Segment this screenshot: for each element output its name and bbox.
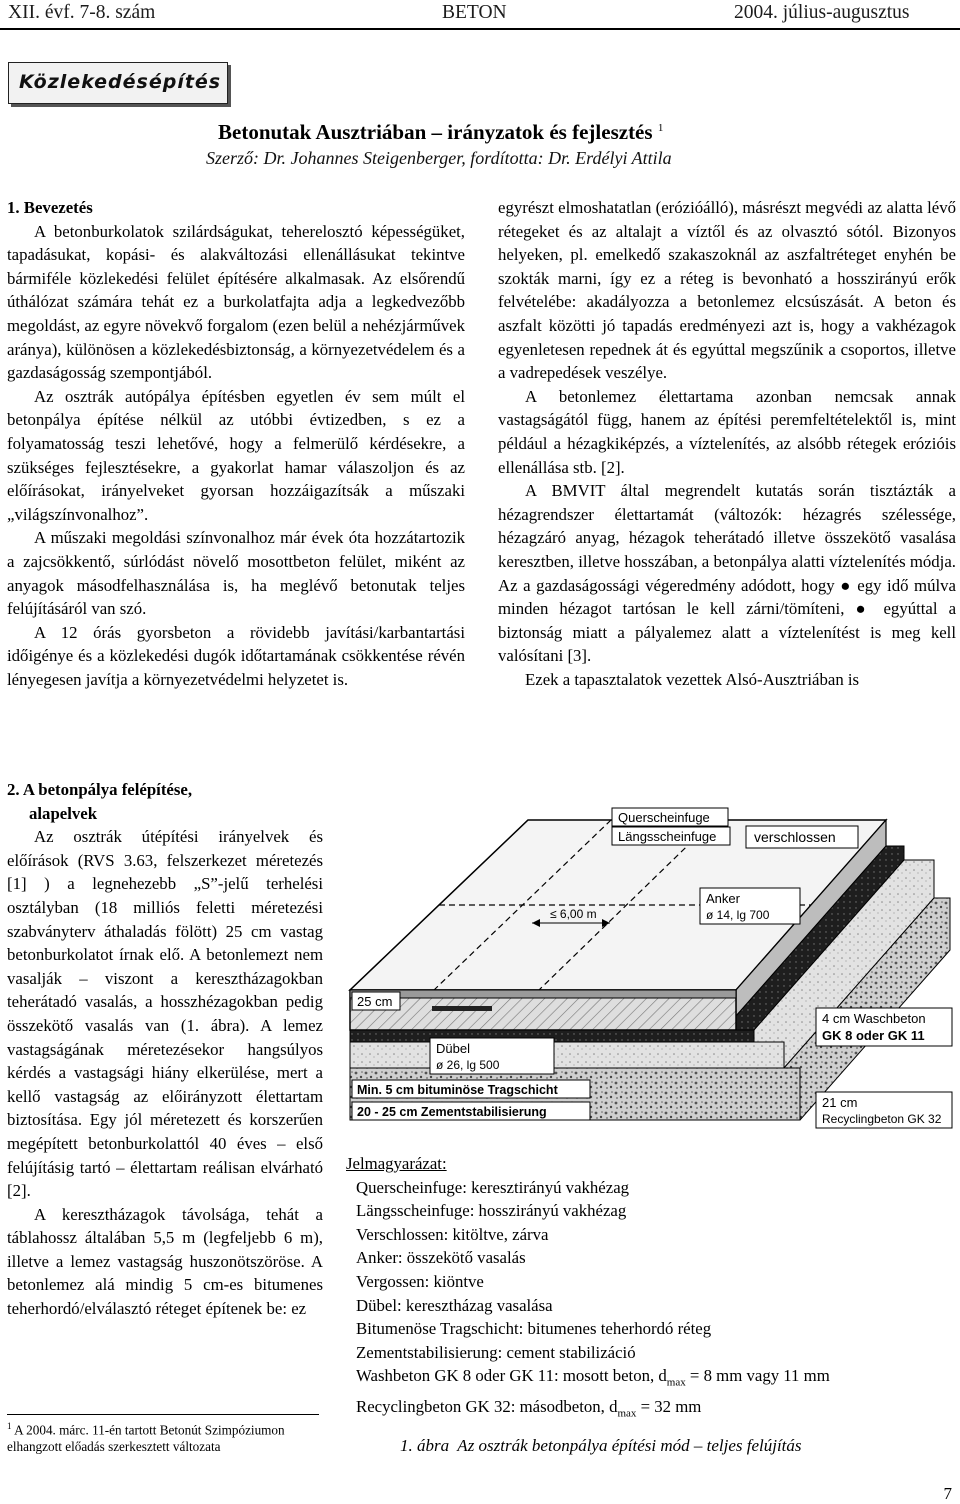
label-text: Recyclingbeton GK 32: [822, 1112, 942, 1126]
section-tag-box: [8, 62, 228, 104]
dowel-bar: [432, 1006, 492, 1011]
label-verschlossen: [746, 826, 858, 848]
paragraph: Ezek a tapasztalatok vezettek Alsó-Ausztriában is: [525, 669, 860, 689]
paragraph-part: A BMVIT által megrendelt kutatás során tisztázták a hézagrendszer élettartamát (változók: hézagrés szélessége, hézagzáró anyag, hézagok teherátadó illetve összekötő vasalása keresztben, illetve hosszában, a betonpálya alatti víztelenítés módja. Az a gazdaságossági végeredmény adódott, hogy: [498, 481, 956, 595]
legend-list: [346, 1176, 958, 1427]
paragraph: A 12 órás gyorsbeton a rövidebb javítási/karbantartási időigénye és a közlekedési dugók időtartamának csökkentése révén lényegesen javítja a környezetvédelmi helyzetet is.: [7, 622, 465, 689]
header-date: 2004. július-augusztus: [734, 2, 910, 23]
article-title-text: Betonutak Ausztriában – irányzatok és fejlesztés: [218, 120, 653, 144]
footnote: [7, 1418, 337, 1455]
figure-caption: 1. ábra Az osztrák betonpálya építési mód – teljes felújítás: [400, 1436, 802, 1455]
legend-item: Längsscheinfuge: hosszirányú vakhézag: [356, 1201, 627, 1221]
legend-sub: max: [666, 1376, 686, 1389]
label-text: Dübel: [436, 1041, 470, 1056]
legend-item: Zementstabilisierung: cement stabilizáció: [356, 1342, 636, 1362]
article-title: [218, 120, 663, 145]
running-header: [0, 0, 960, 32]
label-bitumen: [352, 1080, 590, 1098]
heading-introduction: 1. Bevezetés: [7, 198, 93, 217]
label-text: 21 cm: [822, 1095, 858, 1110]
footnote-text: A 2004. márc. 11-én tartott Betonút Szimpóziumon elhangzott előadás szerkesztett változata: [7, 1422, 285, 1455]
paragraph-part: egy idő múlva minden hézagot tartósan le kell zárni/tömíteni,: [498, 575, 956, 619]
paragraph: A betonburkolatok szilárdságukat, teherelosztó képességüket, tapadásukat, kopási- és alakváltozási ellenállásukat tekintve bármiféle közlekedési felület építésére alkalmasak. Az elsőrendű úthálózat számára tehát ez a burkolatfajta adja a legkedvezőbb megoldást, az egyre növekvő forgalom (ezen belül a nehézjárművek aránya), különösen a közlekedésbiztonság, a környezetvédelem és a gazdaságosság szempontjából.: [7, 221, 465, 383]
label-waschbeton: [816, 1008, 952, 1046]
legend-sub: max: [617, 1407, 637, 1420]
label-querscheinfuge: [612, 808, 728, 826]
label-anker: [700, 888, 800, 924]
label-zement: [352, 1102, 590, 1120]
legend-item: Verschlossen: kitöltve, zárva: [356, 1224, 549, 1244]
legend-text: = 32 mm: [636, 1397, 702, 1417]
page-number: 7: [943, 1484, 952, 1503]
paragraph: egyrészt elmoshatatlan (erózióálló), másrészt megvédi az alatta lévő rétegeket és az altalajt a víztől és az olvasztó sótól. Bizonyos helyeken, pl. emelkedő szakaszoknál az aszfaltréteget enyhén be szokták marni, így ez a réteg is bevonható a hosszirányú erők felvételébe: akadályozza a betonlemez elcsúszását. A beton és aszfalt közötti jó tapadás eredményezi azt is, hogy a vakhézagok egyenletesen repednek át és egyúttal megszűnik a csoportos, illetve a vadrepedések veszélye.: [498, 198, 956, 383]
left-column-lower: [7, 778, 323, 1321]
paragraph: A műszaki megoldási színvonalhoz már évek óta hozzátartozik a zajcsökkentő, súrlódást növelő mosottbeton felület, miként az anyagok másodfelhasználása is, ha meglévő betonutak teljes felújításáról van szó.: [7, 528, 465, 619]
label-text: 20 - 25 cm Zementstabilisierung: [357, 1105, 547, 1119]
paragraph: [498, 479, 956, 668]
paragraph: A betonlemez élettartama azonban nemcsak annak vastagságától függ, hanem az építési peremfeltételektől is, mint például a hézagkiképzés, a víztelenítés, az alsóbb rétegek erózióis ellenállása stb. [2].: [498, 386, 956, 477]
label-text: ø 14, lg 700: [706, 908, 770, 922]
cement-layer-front: [350, 1042, 784, 1068]
legend-item: [356, 1395, 958, 1426]
label-thickness: [352, 992, 400, 1010]
legend-item: Dübel: keresztházag vasalása: [356, 1295, 553, 1315]
legend-text: Washbeton GK 8 oder GK 11: mosott beton, d: [356, 1366, 667, 1386]
title-footnote-ref: 1: [657, 122, 664, 134]
header-rule: [0, 28, 960, 30]
legend-item: Querscheinfuge: keresztirányú vakhézag: [356, 1177, 630, 1197]
label-spacing: ≤ 6,00 m: [550, 907, 597, 921]
label-text: 4 cm Waschbeton: [822, 1011, 926, 1026]
heading-structure: [7, 778, 323, 825]
paragraph: Az osztrák útépítési irányelvek és előírások (RVS 3.63, felszerkezet méretezés [1] ) a legnehezebb „S”-jelű terhelési osztályban (18 milliós feletti méretezési szabványterv áthaladás fölött) 25 cm vastag betonburkolatot írnak elő. A betonlemezt nem vasalják – viszont a keresztházagokban teherátadó vasalás, a hosszhézagokban pedig összekötő vasalás van (1. ábra). A lemez vastagságának méretezésekor hangsúlyos kérdés a vastagsági hiány elkerülése, mert a kellő vastagság az előirányzott élettartam biztosítása. Egy jól méretezett és korszerűen megépített betonburkolattól 40 éves – első felújításig tartó – élettartam reálisan elvárható [2].: [7, 827, 323, 1201]
label-text: Min. 5 cm bituminöse Tragschicht: [357, 1083, 558, 1097]
label-text: Querscheinfuge: [618, 810, 710, 825]
label-recycling: [816, 1092, 952, 1128]
header-volume: XII. évf. 7-8. szám: [8, 2, 156, 23]
right-column: [498, 196, 956, 691]
label-laengsscheinfuge: [612, 827, 730, 845]
section-tag-label: Közlekedésépítés: [19, 71, 222, 93]
paragraph-part: egyúttal a biztonság miatt a pályalemez alatt a víztelenítést is meg kell valósítani [3].: [498, 599, 957, 666]
label-text: 25 cm: [357, 994, 393, 1009]
heading-structure-line1: 2. A betonpálya felépítése,: [7, 780, 193, 799]
left-column-upper: [7, 196, 465, 691]
heading-structure-line2: alapelvek: [29, 803, 98, 823]
article-author: Szerző: Dr. Johannes Steigenberger, fordította: Dr. Erdélyi Attila: [206, 148, 672, 168]
legend-item: Bitumenöse Tragschicht: bitumenes teherhordó réteg: [356, 1319, 712, 1339]
label-text: Anker: [706, 891, 740, 906]
label-text: ø 26, lg 500: [436, 1058, 500, 1072]
paragraph: Az osztrák autópálya építésben egyetlen év sem múlt el betonpálya építése nélkül az utóbbi évtizedben, s ez a folyamatosság teszi lehetővé, hogy a felmerülő kérdésekre, a szükséges fejlesztésekre, a gyakorlat hamar válaszoljon és az előírásokat, irányelveket gyorsan hozzáigazítsák a műszaki „világszínvonalhoz”.: [7, 386, 465, 524]
label-duebel: [430, 1038, 554, 1074]
footnote-rule: [7, 1414, 319, 1415]
legend-title: Jelmagyarázat:: [346, 1154, 447, 1173]
legend-text: = 8 mm vagy 11 mm: [685, 1366, 830, 1386]
label-text: verschlossen: [754, 829, 836, 845]
bullet-icon: ●: [840, 575, 852, 595]
bullet-icon: ●: [855, 599, 873, 619]
legend-text: Recyclingbeton GK 32: másodbeton, d: [356, 1397, 618, 1417]
header-journal: BETON: [442, 2, 507, 23]
pavement-diagram: [344, 780, 956, 1150]
legend-item: [356, 1364, 958, 1395]
legend-item: Vergossen: kiöntve: [356, 1271, 484, 1291]
legend-item: Anker: összekötő vasalás: [356, 1248, 526, 1268]
label-text: GK 8 oder GK 11: [822, 1028, 925, 1043]
label-text: Längsscheinfuge: [618, 829, 717, 844]
footnote-mark: 1: [7, 1421, 12, 1431]
paragraph: A keresztházagok távolsága, tehát a táblahossz általában 5,5 m (legfeljebb 6 m), illetve a lemez vastagság huszonötszöröse. A betonlemez alá mindig 5 cm-es bitumenes teherhordó/elválasztó réteget építenek be: ez: [7, 1204, 323, 1319]
figure-legend: [346, 1152, 958, 1426]
